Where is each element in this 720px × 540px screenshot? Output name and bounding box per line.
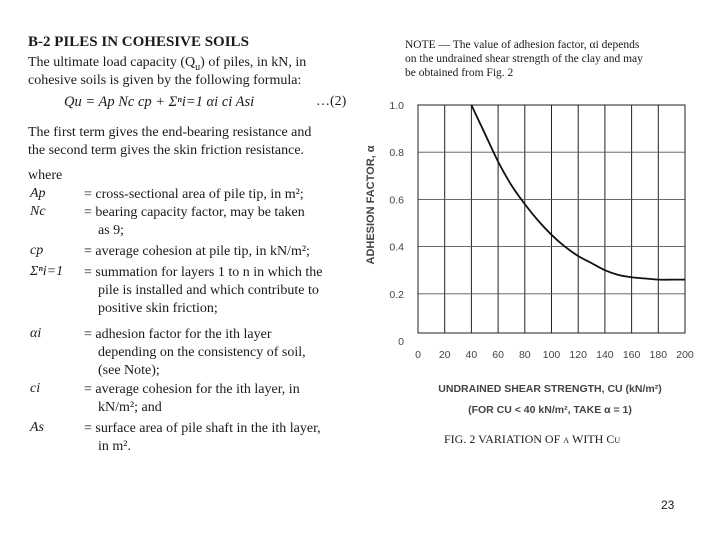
x-tick-label: 0 <box>415 349 421 361</box>
y-tick-label: 0.2 <box>389 288 404 301</box>
definition-line: = adhesion factor for the ith layer <box>84 327 272 342</box>
definition-symbol: αi <box>30 326 42 341</box>
definition-line: as 9; <box>98 223 125 238</box>
note-line: be obtained from Fig. 2 <box>405 67 514 79</box>
definition-line: = average cohesion for the ith layer, in <box>84 382 300 397</box>
y-axis-ticks <box>389 100 404 348</box>
y-tick-label: 1.0 <box>389 100 404 112</box>
definition-line: = average cohesion at pile tip, in kN/m²; <box>84 244 310 259</box>
x-tick-label: 80 <box>518 349 531 361</box>
definition-text <box>84 204 305 240</box>
y-tick-label: 0 <box>398 336 404 348</box>
definition-line: = surface area of pile shaft in the ith layer, <box>84 421 321 436</box>
intro-line-2: cohesive soils is given by the following formula: <box>28 73 302 88</box>
definition-text <box>84 186 304 204</box>
y-tick-label: 0.4 <box>389 241 404 254</box>
x-tick-label: 160 <box>622 349 641 361</box>
note-line: NOTE — The value of adhesion factor, αi depends <box>405 39 640 51</box>
adhesion-note <box>405 38 695 80</box>
y-tick-label: 0.8 <box>389 147 404 160</box>
definition-line: positive skin friction; <box>98 301 218 316</box>
definition-line: depending on the consistency of soil, <box>98 345 306 360</box>
definition-text <box>84 381 300 417</box>
x-tick-label: 60 <box>492 349 504 361</box>
definition-symbol: cp <box>30 243 44 258</box>
chart-grid <box>418 105 685 333</box>
definition-line: in m². <box>98 439 131 454</box>
definition-symbol: ci <box>30 381 41 396</box>
definition-symbol: As <box>30 420 44 435</box>
definition-line: (see Note); <box>98 363 160 378</box>
definition-text <box>84 420 321 456</box>
definition-symbol: Σⁿi=1 <box>30 264 64 279</box>
figure-caption: FIG. 2 VARIATION OF α WITH Cu <box>444 432 621 446</box>
definition-text <box>84 326 306 380</box>
x-tick-label: 100 <box>542 349 561 361</box>
definition-line: = summation for layers 1 to n in which the <box>84 265 323 280</box>
definition-line: = bearing capacity factor, may be taken <box>84 205 305 220</box>
capacity-formula: Qu = Ap Nc cp + Σⁿi=1 αi ci Asi <box>64 94 255 110</box>
definition-line: pile is installed and which contribute to <box>98 283 319 298</box>
x-axis-ticks <box>415 349 694 361</box>
y-axis-label: ADHESION FACTOR, α <box>365 145 377 265</box>
x-tick-label: 140 <box>596 349 614 361</box>
note-line: on the undrained shear strength of the clay and may <box>405 53 643 65</box>
x-tick-label: 200 <box>676 349 694 361</box>
formula-number: …(2) <box>316 94 347 109</box>
x-axis-label: UNDRAINED SHEAR STRENGTH, CU (kN/m²) <box>438 383 662 395</box>
adhesion-factor-chart <box>360 95 700 430</box>
x-tick-label: 20 <box>438 349 451 361</box>
intro-line-1: The ultimate load capacity $(Q_u)$ of piles, in kN, in <box>28 55 307 73</box>
definition-text <box>84 264 322 318</box>
explanation-line-1: The first term gives the end-bearing resistance and <box>28 125 312 140</box>
x-tick-label: 120 <box>569 349 587 361</box>
where-label: where <box>28 168 63 183</box>
explanation-line-2: the second term gives the skin friction resistance. <box>28 143 305 158</box>
x-tick-label: 180 <box>649 349 668 361</box>
definition-symbol: Ap <box>30 186 46 201</box>
section-heading: B-2 PILES IN COHESIVE SOILS <box>28 34 249 50</box>
definition-line: kN/m²; and <box>98 400 162 415</box>
y-tick-label: 0.6 <box>389 194 404 207</box>
x-axis-note: (FOR CU < 40 kN/m², TAKE α = 1) <box>468 404 632 416</box>
definition-line: = cross-sectional area of pile tip, in m²; <box>84 187 304 202</box>
x-tick-label: 40 <box>465 349 478 361</box>
page-number: 23 <box>661 498 675 512</box>
definition-text <box>84 243 310 261</box>
definition-symbol: Nc <box>30 204 46 219</box>
